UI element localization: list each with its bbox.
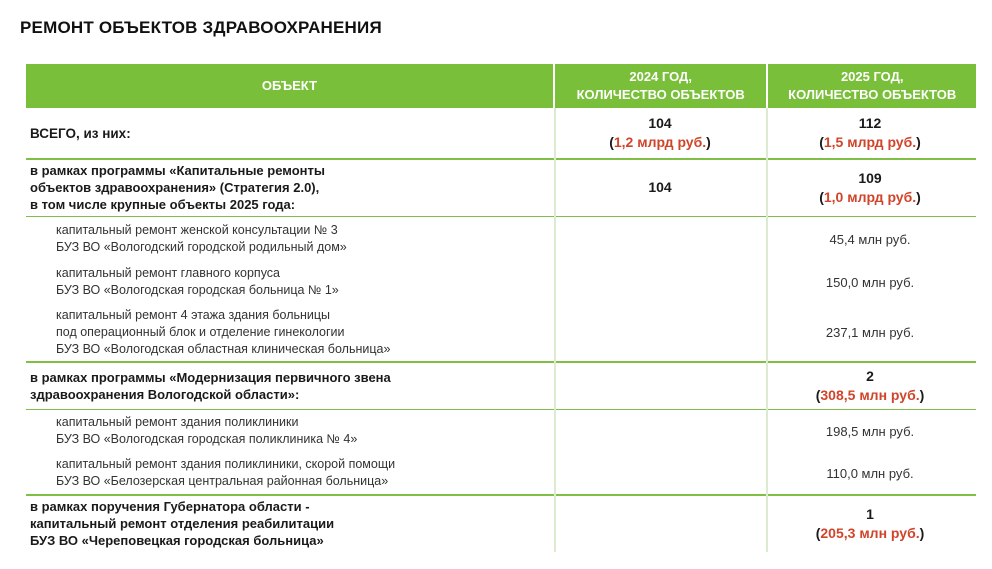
column-divider-2025	[766, 108, 768, 552]
p1-item2-2025-amount: 150,0 млн руб.	[825, 274, 915, 290]
program2-2025-money: (308,5 млн руб.)	[815, 386, 925, 403]
total-2025-money: (1,5 млрд руб.)	[819, 134, 921, 150]
header-2025	[766, 64, 976, 108]
program1-2025-money: (1,0 млрд руб.)	[819, 188, 921, 205]
table-row-program2	[26, 363, 976, 409]
program1-2024-count: 104	[648, 179, 672, 195]
governor-line1: в рамках поручения Губернатора области -	[30, 499, 310, 514]
total-2024-money: (1,2 млрд руб.)	[609, 134, 711, 150]
table-row-program1	[26, 160, 976, 216]
p2-item2-2025-amount: 110,0 млн руб.	[826, 465, 914, 481]
program1-2025-count: 109	[858, 169, 882, 186]
p1-item1-line1: капитальный ремонт женской консультации № 3	[56, 223, 338, 237]
program2-2025-amount: 308,5 млн руб.	[820, 386, 920, 403]
program1-line2: объектов здравоохранения» (Стратегия 2.0),	[30, 180, 320, 195]
total-label: ВСЕГО, из них:	[30, 125, 131, 141]
governor-2025-money: (205,3 млн руб.)	[815, 524, 925, 541]
header-2024	[553, 64, 767, 108]
p2-item2-line2: БУЗ ВО «Белозерская центральная районная больница»	[56, 474, 389, 488]
p1-item3-line3: БУЗ ВО «Вологодская областная клиническая больница»	[56, 341, 391, 356]
header-2025-line1: 2025 ГОД,	[840, 69, 904, 85]
p2-item2-line1: капитальный ремонт здания поликлиники, скорой помощи	[56, 457, 396, 471]
p1-item3-line2: под операционный блок и отделение гинекологии	[56, 324, 345, 339]
table-row-p1-item3	[26, 303, 976, 361]
p1-item3-2025-amount: 237,1 млн руб.	[825, 324, 915, 340]
program2-2025-count: 2	[866, 367, 874, 384]
program2-line1: в рамках программы «Модернизация первичного звена	[30, 369, 391, 385]
p1-item3-line1: капитальный ремонт 4 этажа здания больницы	[56, 307, 331, 322]
program2-line2: здравоохранения Вологодской области»:	[30, 386, 300, 402]
table-row-governor	[26, 496, 976, 552]
program1-line1: в рамках программы «Капитальные ремонты	[30, 163, 325, 178]
table-row-total	[26, 108, 976, 158]
table-row-p1-item2	[26, 261, 976, 303]
total-2024-amount: 1,2 млрд руб.	[613, 134, 707, 150]
governor-2025-amount: 205,3 млн руб.	[820, 524, 920, 541]
p2-item1-line1: капитальный ремонт здания поликлиники	[56, 415, 299, 429]
table-header	[26, 64, 976, 108]
header-2025-line2: КОЛИЧЕСТВО ОБЪЕКТОВ	[788, 87, 957, 102]
program1-line3: в том числе крупные объекты 2025 года:	[30, 197, 296, 212]
repair-table	[26, 64, 976, 552]
p1-item2-line2: БУЗ ВО «Вологодская городская больница № 1»	[56, 283, 339, 297]
total-2024-count: 104	[648, 115, 672, 131]
header-2024-line2: КОЛИЧЕСТВО ОБЪЕКТОВ	[576, 87, 745, 102]
column-divider-2024	[554, 108, 556, 552]
p1-item2-line1: капитальный ремонт главного корпуса	[56, 266, 281, 280]
table-row-p2-item2	[26, 452, 976, 494]
table-row-p2-item1	[26, 410, 976, 452]
p1-item1-2025-amount: 45,4 млн руб.	[829, 231, 911, 247]
p2-item1-2025-amount: 198,5 млн руб.	[825, 423, 915, 439]
header-2024-line1: 2024 ГОД,	[629, 69, 692, 85]
governor-line3: БУЗ ВО «Череповецкая городская больница»	[30, 533, 324, 548]
p2-item1-line2: БУЗ ВО «Вологодская городская поликлиника № 4»	[56, 432, 358, 446]
p1-item1-line2: БУЗ ВО «Вологодский городской родильный дом»	[56, 240, 347, 254]
governor-line2: капитальный ремонт отделения реабилитации	[30, 516, 335, 531]
page-title: РЕМОНТ ОБЪЕКТОВ ЗДРАВООХРАНЕНИЯ	[20, 18, 382, 37]
header-object: ОБЪЕКТ	[261, 78, 318, 94]
program1-2025-amount: 1,0 млрд руб.	[823, 188, 917, 205]
governor-2025-count: 1	[866, 505, 874, 522]
total-2025-count: 112	[858, 115, 882, 131]
table-row-p1-item1	[26, 217, 976, 261]
total-2025-amount: 1,5 млрд руб.	[823, 134, 917, 150]
